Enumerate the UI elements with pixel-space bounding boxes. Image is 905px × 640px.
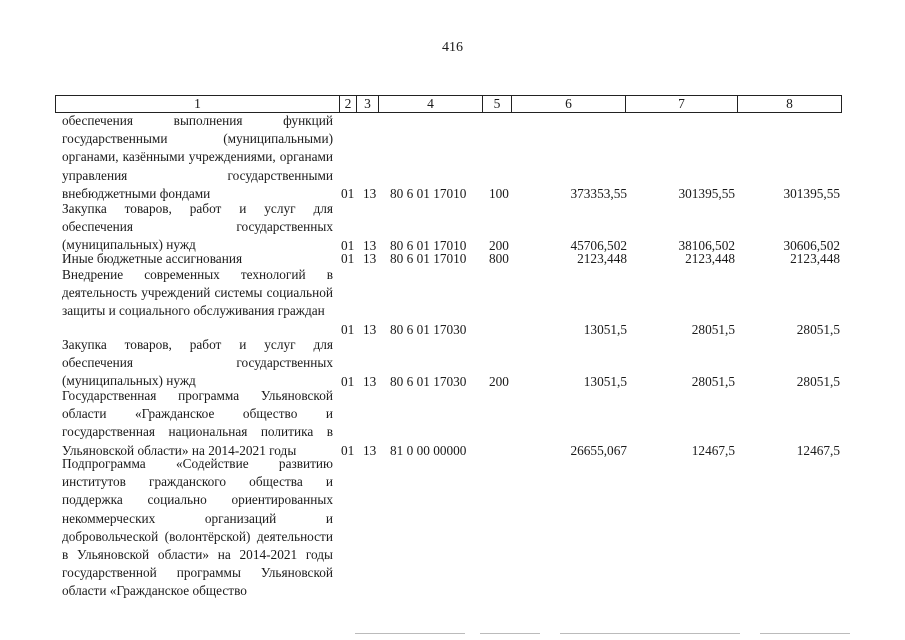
row-description: обеспечения выполнения функций государственными (муниципальными) органами, казёнными учреждениями, органами управления государственными внебюджетными фондами <box>62 113 333 201</box>
row-expense-type: 200 <box>489 237 509 253</box>
row-value-7: 12467,5 <box>691 442 735 458</box>
row-expense-type: 100 <box>489 185 509 201</box>
row-target-code: 80 6 01 17030 <box>390 321 467 337</box>
row-description: Государственная программа Ульяновской области «Гражданское общество и государственная национальная политика в Ульяновской области» на 2014-2021 годы <box>62 388 333 458</box>
header-col-6: 6 <box>512 96 626 113</box>
header-col-4: 4 <box>379 96 483 113</box>
row-subsection: 13 <box>363 185 377 201</box>
row-section: 01 <box>341 185 355 201</box>
row-subsection: 13 <box>363 321 377 337</box>
header-col-1: 1 <box>56 96 340 113</box>
row-value-6: 26655,067 <box>570 442 627 458</box>
row-subsection: 13 <box>363 237 377 253</box>
table-row <box>0 200 905 255</box>
row-description: Закупка товаров, работ и услуг для обеспечения государственных (муниципальных) нужд <box>62 337 333 389</box>
row-value-6: 2123,448 <box>577 250 627 266</box>
table-row <box>0 336 905 391</box>
row-expense-type: 800 <box>489 250 509 266</box>
row-target-code: 80 6 01 17010 <box>390 185 467 201</box>
header-col-7: 7 <box>626 96 738 113</box>
header-col-3: 3 <box>357 96 379 113</box>
row-target-code: 81 0 00 00000 <box>390 442 467 458</box>
row-description: Закупка товаров, работ и услуг для обеспечения государственных (муниципальных) нужд <box>62 201 333 253</box>
row-value-8: 30606,502 <box>783 237 840 253</box>
row-description: Подпрограмма «Содействие развитию институтов гражданского общества и поддержка социально ориентированных некоммерческих организаций и добровольческой (волонтёрской) деятельности в Ульяновской области» на 2014-2021 годы государственной программы Ульяновской области «Гражданское общество <box>62 456 333 599</box>
row-section: 01 <box>341 321 355 337</box>
row-value-6: 13051,5 <box>583 321 627 337</box>
row-section: 01 <box>341 442 355 458</box>
row-value-7: 2123,448 <box>685 250 735 266</box>
row-value-8: 28051,5 <box>796 321 840 337</box>
scan-artifact <box>480 633 540 634</box>
scan-artifact <box>355 633 465 634</box>
row-value-7: 301395,55 <box>678 185 735 201</box>
row-section: 01 <box>341 250 355 266</box>
row-subsection: 13 <box>363 442 377 458</box>
row-target-code: 80 6 01 17030 <box>390 373 467 389</box>
row-target-code: 80 6 01 17010 <box>390 250 467 266</box>
row-value-8: 2123,448 <box>790 250 840 266</box>
table-row <box>0 112 905 203</box>
header-col-2: 2 <box>340 96 357 113</box>
table-row <box>0 266 905 339</box>
row-value-7: 28051,5 <box>691 321 735 337</box>
row-value-6: 373353,55 <box>570 185 627 201</box>
row-value-8: 301395,55 <box>783 185 840 201</box>
row-expense-type: 200 <box>489 373 509 389</box>
header-col-8: 8 <box>738 96 842 113</box>
row-value-8: 12467,5 <box>796 442 840 458</box>
row-subsection: 13 <box>363 373 377 389</box>
row-target-code: 80 6 01 17010 <box>390 237 467 253</box>
table-row <box>0 387 905 460</box>
scan-artifact <box>760 633 850 634</box>
row-section: 01 <box>341 237 355 253</box>
row-value-7: 28051,5 <box>691 373 735 389</box>
row-description: Внедрение современных технологий в деятельность учреждений системы социальной защиты и социального обслуживания граждан <box>62 267 333 319</box>
row-value-6: 13051,5 <box>583 373 627 389</box>
row-description: Иные бюджетные ассигнования <box>62 251 243 266</box>
table-row <box>0 455 905 601</box>
row-value-7: 38106,502 <box>678 237 735 253</box>
page-number: 416 <box>442 40 463 55</box>
row-section: 01 <box>341 373 355 389</box>
row-value-8: 28051,5 <box>796 373 840 389</box>
row-subsection: 13 <box>363 250 377 266</box>
scan-artifact <box>560 633 740 634</box>
header-col-5: 5 <box>483 96 512 113</box>
row-value-6: 45706,502 <box>570 237 627 253</box>
